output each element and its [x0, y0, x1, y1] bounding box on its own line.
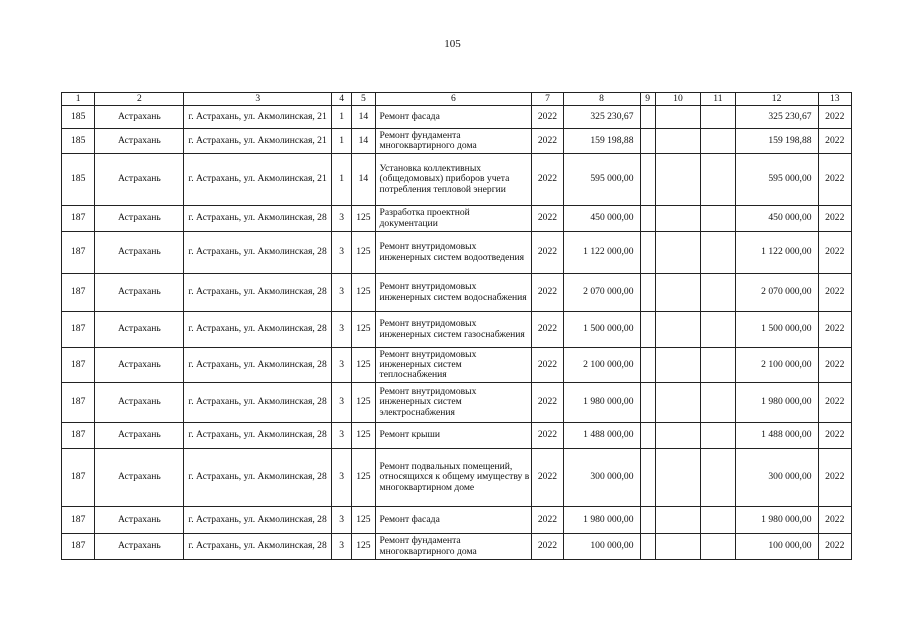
total-cost-cell: 2 070 000,00	[735, 274, 818, 312]
work-type-cell: Ремонт подвальных помещений, относящихся к общему имуществу в многоквартирном доме	[375, 449, 532, 507]
column-number: 4	[332, 93, 352, 106]
column-number: 7	[532, 93, 563, 106]
column-number: 2	[95, 93, 184, 106]
column-5-cell: 14	[352, 154, 375, 206]
completion-year-cell: 2022	[818, 274, 851, 312]
column-4-cell: 1	[332, 129, 352, 154]
work-type-cell: Ремонт фундамента многоквартирного дома	[375, 534, 532, 560]
column-5-cell: 125	[352, 423, 375, 449]
year-cell: 2022	[532, 232, 563, 274]
column-9-cell	[640, 106, 655, 129]
table-row	[62, 423, 852, 449]
column-10-cell	[655, 507, 701, 534]
completion-year-cell: 2022	[818, 534, 851, 560]
column-number: 6	[375, 93, 532, 106]
record-number-cell: 187	[62, 274, 95, 312]
city-cell: Астрахань	[95, 383, 184, 423]
record-number-cell: 185	[62, 106, 95, 129]
column-4-cell: 3	[332, 312, 352, 348]
work-type-cell: Установка коллективных (общедомовых) приборов учета потребления тепловой энергии	[375, 154, 532, 206]
total-cost-cell: 1 500 000,00	[735, 312, 818, 348]
address-cell: г. Астрахань, ул. Акмолинская, 28	[184, 534, 332, 560]
column-4-cell: 1	[332, 154, 352, 206]
column-11-cell	[701, 206, 735, 232]
cost-cell: 1 488 000,00	[563, 423, 640, 449]
column-11-cell	[701, 383, 735, 423]
city-cell: Астрахань	[95, 106, 184, 129]
column-number: 11	[701, 93, 735, 106]
column-9-cell	[640, 534, 655, 560]
column-number: 5	[352, 93, 375, 106]
cost-cell: 1 980 000,00	[563, 507, 640, 534]
record-number-cell: 187	[62, 449, 95, 507]
column-5-cell: 125	[352, 449, 375, 507]
column-5-cell: 125	[352, 348, 375, 383]
column-5-cell: 125	[352, 312, 375, 348]
work-type-cell: Ремонт внутридомовых инженерных систем водоотведения	[375, 232, 532, 274]
address-cell: г. Астрахань, ул. Акмолинская, 28	[184, 423, 332, 449]
address-cell: г. Астрахань, ул. Акмолинская, 21	[184, 129, 332, 154]
table-row	[62, 312, 852, 348]
total-cost-cell: 300 000,00	[735, 449, 818, 507]
address-cell: г. Астрахань, ул. Акмолинская, 28	[184, 348, 332, 383]
record-number-cell: 187	[62, 232, 95, 274]
column-10-cell	[655, 206, 701, 232]
total-cost-cell: 1 980 000,00	[735, 507, 818, 534]
total-cost-cell: 325 230,67	[735, 106, 818, 129]
year-cell: 2022	[532, 106, 563, 129]
record-number-cell: 185	[62, 154, 95, 206]
work-type-cell: Разработка проектной документации	[375, 206, 532, 232]
year-cell: 2022	[532, 129, 563, 154]
column-4-cell: 3	[332, 348, 352, 383]
city-cell: Астрахань	[95, 423, 184, 449]
column-4-cell: 1	[332, 106, 352, 129]
column-4-cell: 3	[332, 449, 352, 507]
year-cell: 2022	[532, 154, 563, 206]
table-row	[62, 106, 852, 129]
work-type-cell: Ремонт фасада	[375, 507, 532, 534]
column-4-cell: 3	[332, 507, 352, 534]
column-10-cell	[655, 312, 701, 348]
column-5-cell: 125	[352, 232, 375, 274]
work-type-cell: Ремонт внутридомовых инженерных систем электроснабжения	[375, 383, 532, 423]
column-10-cell	[655, 154, 701, 206]
column-5-cell: 14	[352, 129, 375, 154]
work-type-cell: Ремонт крыши	[375, 423, 532, 449]
column-9-cell	[640, 449, 655, 507]
total-cost-cell: 595 000,00	[735, 154, 818, 206]
column-9-cell	[640, 348, 655, 383]
year-cell: 2022	[532, 449, 563, 507]
cost-cell: 2 100 000,00	[563, 348, 640, 383]
column-5-cell: 125	[352, 507, 375, 534]
table-row	[62, 449, 852, 507]
column-10-cell	[655, 534, 701, 560]
column-4-cell: 3	[332, 206, 352, 232]
column-number: 12	[735, 93, 818, 106]
table-row	[62, 383, 852, 423]
city-cell: Астрахань	[95, 312, 184, 348]
address-cell: г. Астрахань, ул. Акмолинская, 28	[184, 507, 332, 534]
total-cost-cell: 1 122 000,00	[735, 232, 818, 274]
year-cell: 2022	[532, 534, 563, 560]
cost-cell: 159 198,88	[563, 129, 640, 154]
address-cell: г. Астрахань, ул. Акмолинская, 21	[184, 106, 332, 129]
record-number-cell: 187	[62, 534, 95, 560]
column-10-cell	[655, 106, 701, 129]
column-9-cell	[640, 206, 655, 232]
column-9-cell	[640, 423, 655, 449]
total-cost-cell: 159 198,88	[735, 129, 818, 154]
total-cost-cell: 2 100 000,00	[735, 348, 818, 383]
cost-cell: 1 122 000,00	[563, 232, 640, 274]
column-number: 1	[62, 93, 95, 106]
column-number: 10	[655, 93, 701, 106]
column-number: 8	[563, 93, 640, 106]
table-body	[62, 93, 852, 560]
column-5-cell: 125	[352, 206, 375, 232]
column-5-cell: 125	[352, 534, 375, 560]
address-cell: г. Астрахань, ул. Акмолинская, 21	[184, 154, 332, 206]
column-5-cell: 125	[352, 274, 375, 312]
year-cell: 2022	[532, 423, 563, 449]
total-cost-cell: 100 000,00	[735, 534, 818, 560]
table-row	[62, 507, 852, 534]
work-type-cell: Ремонт фундамента многоквартирного дома	[375, 129, 532, 154]
city-cell: Астрахань	[95, 206, 184, 232]
completion-year-cell: 2022	[818, 232, 851, 274]
city-cell: Астрахань	[95, 348, 184, 383]
year-cell: 2022	[532, 348, 563, 383]
column-11-cell	[701, 274, 735, 312]
column-11-cell	[701, 154, 735, 206]
cost-cell: 1 980 000,00	[563, 383, 640, 423]
column-9-cell	[640, 383, 655, 423]
record-number-cell: 185	[62, 129, 95, 154]
column-11-cell	[701, 534, 735, 560]
cost-cell: 595 000,00	[563, 154, 640, 206]
record-number-cell: 187	[62, 507, 95, 534]
completion-year-cell: 2022	[818, 383, 851, 423]
table-row	[62, 129, 852, 154]
table-row	[62, 206, 852, 232]
address-cell: г. Астрахань, ул. Акмолинская, 28	[184, 206, 332, 232]
column-number: 3	[184, 93, 332, 106]
column-number: 13	[818, 93, 851, 106]
column-11-cell	[701, 232, 735, 274]
table-row	[62, 232, 852, 274]
year-cell: 2022	[532, 274, 563, 312]
column-4-cell: 3	[332, 423, 352, 449]
column-9-cell	[640, 312, 655, 348]
table-row	[62, 274, 852, 312]
city-cell: Астрахань	[95, 129, 184, 154]
total-cost-cell: 1 980 000,00	[735, 383, 818, 423]
column-10-cell	[655, 274, 701, 312]
cost-cell: 100 000,00	[563, 534, 640, 560]
column-11-cell	[701, 312, 735, 348]
total-cost-cell: 1 488 000,00	[735, 423, 818, 449]
column-9-cell	[640, 274, 655, 312]
column-5-cell: 125	[352, 383, 375, 423]
address-cell: г. Астрахань, ул. Акмолинская, 28	[184, 449, 332, 507]
table-row	[62, 348, 852, 383]
year-cell: 2022	[532, 312, 563, 348]
column-10-cell	[655, 423, 701, 449]
completion-year-cell: 2022	[818, 206, 851, 232]
column-10-cell	[655, 232, 701, 274]
completion-year-cell: 2022	[818, 348, 851, 383]
address-cell: г. Астрахань, ул. Акмолинская, 28	[184, 274, 332, 312]
column-11-cell	[701, 423, 735, 449]
column-4-cell: 3	[332, 232, 352, 274]
column-9-cell	[640, 232, 655, 274]
column-10-cell	[655, 383, 701, 423]
column-4-cell: 3	[332, 383, 352, 423]
completion-year-cell: 2022	[818, 449, 851, 507]
city-cell: Астрахань	[95, 534, 184, 560]
completion-year-cell: 2022	[818, 507, 851, 534]
completion-year-cell: 2022	[818, 106, 851, 129]
column-11-cell	[701, 449, 735, 507]
cost-cell: 2 070 000,00	[563, 274, 640, 312]
year-cell: 2022	[532, 507, 563, 534]
column-9-cell	[640, 507, 655, 534]
repair-registry-table	[61, 92, 852, 560]
record-number-cell: 187	[62, 383, 95, 423]
column-5-cell: 14	[352, 106, 375, 129]
cost-cell: 450 000,00	[563, 206, 640, 232]
total-cost-cell: 450 000,00	[735, 206, 818, 232]
column-4-cell: 3	[332, 534, 352, 560]
column-10-cell	[655, 449, 701, 507]
table-row	[62, 534, 852, 560]
work-type-cell: Ремонт фасада	[375, 106, 532, 129]
address-cell: г. Астрахань, ул. Акмолинская, 28	[184, 232, 332, 274]
work-type-cell: Ремонт внутридомовых инженерных систем водоснабжения	[375, 274, 532, 312]
table-row	[62, 154, 852, 206]
city-cell: Астрахань	[95, 274, 184, 312]
column-11-cell	[701, 348, 735, 383]
cost-cell: 300 000,00	[563, 449, 640, 507]
cost-cell: 325 230,67	[563, 106, 640, 129]
city-cell: Астрахань	[95, 232, 184, 274]
cost-cell: 1 500 000,00	[563, 312, 640, 348]
address-cell: г. Астрахань, ул. Акмолинская, 28	[184, 383, 332, 423]
record-number-cell: 187	[62, 423, 95, 449]
completion-year-cell: 2022	[818, 423, 851, 449]
column-number-row	[62, 93, 852, 106]
column-10-cell	[655, 129, 701, 154]
record-number-cell: 187	[62, 348, 95, 383]
page-number: 105	[444, 38, 461, 50]
year-cell: 2022	[532, 383, 563, 423]
column-4-cell: 3	[332, 274, 352, 312]
column-number: 9	[640, 93, 655, 106]
year-cell: 2022	[532, 206, 563, 232]
city-cell: Астрахань	[95, 507, 184, 534]
record-number-cell: 187	[62, 312, 95, 348]
completion-year-cell: 2022	[818, 312, 851, 348]
record-number-cell: 187	[62, 206, 95, 232]
column-11-cell	[701, 129, 735, 154]
column-9-cell	[640, 154, 655, 206]
completion-year-cell: 2022	[818, 154, 851, 206]
completion-year-cell: 2022	[818, 129, 851, 154]
column-10-cell	[655, 348, 701, 383]
city-cell: Астрахань	[95, 154, 184, 206]
city-cell: Астрахань	[95, 449, 184, 507]
work-type-cell: Ремонт внутридомовых инженерных систем газоснабжения	[375, 312, 532, 348]
work-type-cell: Ремонт внутридомовых инженерных систем теплоснабжения	[375, 348, 532, 383]
column-9-cell	[640, 129, 655, 154]
address-cell: г. Астрахань, ул. Акмолинская, 28	[184, 312, 332, 348]
column-11-cell	[701, 106, 735, 129]
column-11-cell	[701, 507, 735, 534]
